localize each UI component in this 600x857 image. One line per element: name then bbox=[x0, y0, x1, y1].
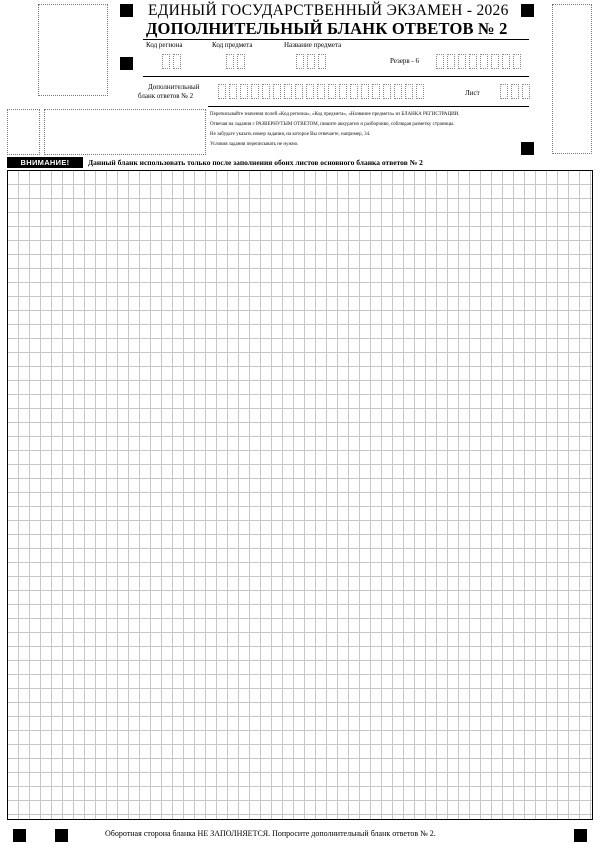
region-code-cell-2[interactable] bbox=[173, 54, 181, 69]
sheet-number-cell-4[interactable] bbox=[251, 84, 259, 99]
registration-marker-top-left bbox=[120, 4, 133, 17]
reserve-label: Резерв - 6 bbox=[390, 57, 420, 65]
sheet-number-cell-7[interactable] bbox=[284, 84, 292, 99]
reserve-cell-4[interactable] bbox=[469, 54, 477, 69]
sheet-number-cell-18[interactable] bbox=[405, 84, 413, 99]
reserve-cell-1[interactable] bbox=[436, 54, 444, 69]
extra-sheet-label-line1: Дополнительный bbox=[148, 83, 200, 91]
sheet-number-cell-10[interactable] bbox=[317, 84, 325, 99]
instruction-line-2: Отвечая на задания с РАЗВЕРНУТЫМ ОТВЕТОМ, пишите аккуратно и разборчиво, соблюдая разметку страницы. bbox=[210, 122, 455, 127]
sheet-number-cell-13[interactable] bbox=[350, 84, 358, 99]
sheet-cell-2[interactable] bbox=[511, 84, 519, 99]
reserve-cell-7[interactable] bbox=[502, 54, 510, 69]
sheet-number-cell-14[interactable] bbox=[361, 84, 369, 99]
sheet-number-cell-15[interactable] bbox=[372, 84, 380, 99]
title-divider bbox=[143, 39, 529, 40]
subject-code-cell-2[interactable] bbox=[237, 54, 245, 69]
sheet-number-cell-6[interactable] bbox=[273, 84, 281, 99]
sheet-cell-3[interactable] bbox=[522, 84, 530, 99]
answer-grid[interactable] bbox=[7, 170, 593, 820]
reserve-cell-6[interactable] bbox=[491, 54, 499, 69]
registration-marker-mid-left bbox=[120, 57, 133, 70]
sheet-number-cell-11[interactable] bbox=[328, 84, 336, 99]
sheet-number-cell-5[interactable] bbox=[262, 84, 270, 99]
sheet-number-cell-12[interactable] bbox=[339, 84, 347, 99]
region-code-cell-1[interactable] bbox=[162, 54, 170, 69]
registration-marker-bottom-left-2 bbox=[55, 829, 68, 842]
subject-name-cell-1[interactable] bbox=[296, 54, 304, 69]
sheet-row-divider bbox=[208, 106, 529, 107]
exam-title: ЕДИНЫЙ ГОСУДАРСТВЕННЫЙ ЭКЗАМЕН - 2026 bbox=[148, 2, 509, 19]
reserve-cell-5[interactable] bbox=[480, 54, 488, 69]
registration-marker-top-right bbox=[521, 4, 534, 17]
subject-name-label: Название предмета bbox=[284, 41, 342, 49]
subject-code-cell-1[interactable] bbox=[226, 54, 234, 69]
reserve-cell-8[interactable] bbox=[513, 54, 521, 69]
sheet-number-cell-17[interactable] bbox=[394, 84, 402, 99]
sheet-number-cell-9[interactable] bbox=[306, 84, 314, 99]
registration-marker-bottom-right bbox=[574, 829, 587, 842]
sheet-number-cell-19[interactable] bbox=[416, 84, 424, 99]
registration-marker-mid-right bbox=[521, 142, 534, 155]
sheet-label: Лист bbox=[465, 89, 480, 97]
reserve-cell-2[interactable] bbox=[447, 54, 455, 69]
footer-note: Оборотная сторона бланка НЕ ЗАПОЛНЯЕТСЯ. Попросите дополнительный бланк ответов № 2. bbox=[105, 829, 436, 838]
sheet-cell-1[interactable] bbox=[500, 84, 508, 99]
sheet-number-cell-3[interactable] bbox=[240, 84, 248, 99]
instruction-line-1: Переписывайте значения полей «Код региона», «Код предмета», «Название предмета» из БЛАНКА РЕГИСТРАЦИИ. bbox=[210, 112, 460, 117]
sheet-number-cell-16[interactable] bbox=[383, 84, 391, 99]
barcode-area-right bbox=[552, 4, 592, 154]
subject-name-cell-3[interactable] bbox=[318, 54, 326, 69]
instruction-line-4: Условия задания переписывать не нужно. bbox=[210, 142, 299, 147]
instruction-line-3: Не забудьте указать номер задания, на которое Вы отвечаете, например, 34. bbox=[210, 132, 371, 137]
sheet-number-cell-1[interactable] bbox=[218, 84, 226, 99]
sticker-area-left-small bbox=[7, 109, 40, 155]
barcode-area-left bbox=[38, 4, 108, 96]
reserve-cell-3[interactable] bbox=[458, 54, 466, 69]
sheet-number-cell-8[interactable] bbox=[295, 84, 303, 99]
registration-marker-bottom-left-1 bbox=[13, 829, 26, 842]
sheet-number-cell-2[interactable] bbox=[229, 84, 237, 99]
form-title: ДОПОЛНИТЕЛЬНЫЙ БЛАНК ОТВЕТОВ № 2 bbox=[146, 19, 508, 38]
subject-code-label: Код предмета bbox=[212, 41, 253, 49]
warning-text: Данный бланк использовать только после заполнения обоих листов основного бланка ответов № 2 bbox=[88, 158, 423, 167]
sticker-area-left-wide bbox=[44, 109, 206, 155]
extra-sheet-label-line2: бланк ответов № 2 bbox=[138, 92, 194, 100]
region-code-label: Код региона bbox=[146, 41, 183, 49]
warning-badge: ВНИМАНИЕ! bbox=[7, 157, 83, 168]
fields-divider bbox=[143, 76, 529, 77]
subject-name-cell-2[interactable] bbox=[307, 54, 315, 69]
